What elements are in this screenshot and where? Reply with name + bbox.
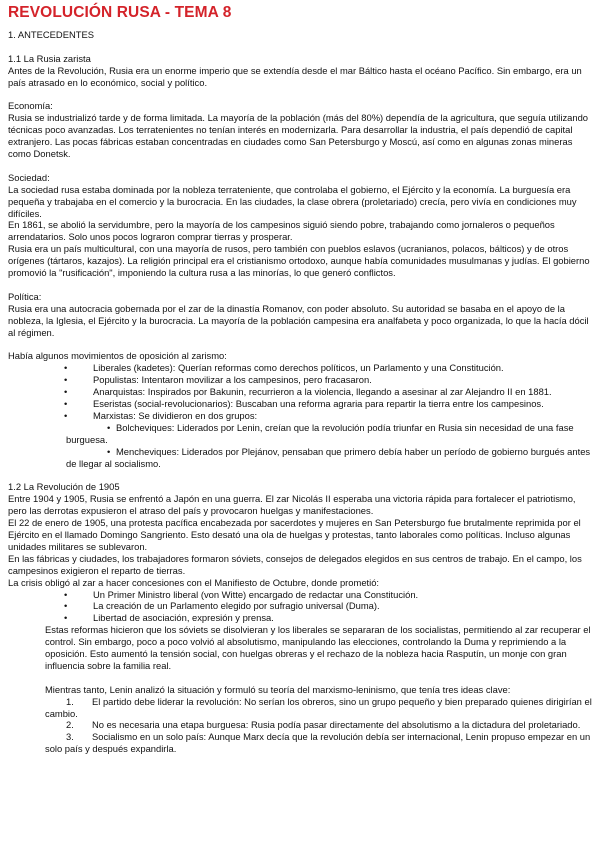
paragraph-1905-5: Estas reformas hicieron que los sóviets se disolvieran y los liberales se separaran de los socialistas, permitiendo al zar recuperar el control. Sin embargo, poco a poco volvió al absolutismo, manipulando las elecciones, controlando la Duma y reprimiendo a la oposición. Esto aumentó la tensión social, con huelgas obreras y el rechazo de la nobleza hacia Rasputín, un monje con gran influencia sobre la familia real. xyxy=(45,624,591,671)
paragraph-intro: Antes de la Revolución, Rusia era un enorme imperio que se extendía desde el mar Báltico hasta el océano Pacífico. Sin embargo, era un país atrasado en lo económico, social y político. xyxy=(8,64,582,88)
list-item: • Un Primer Ministro liberal (von Witte) encargado de redactar una Constitución. xyxy=(8,589,594,601)
lenin-ideas-list xyxy=(8,696,594,756)
list-item: • Populistas: Intentaron movilizar a los campesinos, pero fracasaron. xyxy=(8,374,594,386)
item-number: 1. xyxy=(66,695,74,707)
item-text: El partido debe liderar la revolución: No serían los obreros, sino un grupo pequeño y bien preparado quienes dirigirían el cambio. xyxy=(45,695,592,719)
paragraph-1905-2: El 22 de enero de 1905, una protesta pacífica encabezada por sacerdotes y mujeres en San Petersburgo fue brutalmente reprimida por el Ejército en el llamado Domingo Sangriento. Esto desató una ola de huelgas y protestas, tanto laborales como políticas. Incluso algunas unidades militares se sublevaron. xyxy=(8,517,581,552)
list-item: • Mencheviques: Liderados por Plejánov, pensaban que primero debía haber un período de gobierno burgués antes de llegar al socialismo. xyxy=(8,446,594,470)
paragraph-economia: Rusia se industrializó tarde y de forma limitada. La mayoría de la población (más del 80%) dependía de la agricultura, que seguía utilizando técnicas poco avanzadas. Los terratenientes no tenían interés en modernizarla. Para desarrollar la industria, el país dependió de capital extranjero. Las pocas fábricas estaban concentradas en ciudades como San Petersburgo y Moscú, así como en algunas zonas mineras como Donetsk. xyxy=(8,112,589,160)
item-text: No es necesaria una etapa burguesa: Rusia podía pasar directamente del absolutismo a la dictadura del proletariado. xyxy=(92,719,581,731)
item-text: Socialismo en un solo país: Aunque Marx decía que la revolución debía ser internacional, Lenin propuso empezar en un solo país y después expandirla. xyxy=(45,731,591,755)
list-item xyxy=(8,696,594,720)
list-item: • Bolcheviques: Liderados por Lenin, creían que la revolución podía triunfar en Rusia sin necesidad de una fase burguesa. xyxy=(8,422,594,446)
list-item: • Liberales (kadetes): Querían reformas como derechos políticos, un Parlamento y una Constitución. xyxy=(8,362,594,374)
paragraph-lenin: Mientras tanto, Lenin analizó la situación y formuló su teoría del marxismo-leninismo, que tenía tres ideas clave: xyxy=(45,683,511,695)
section-heading-antecedentes: 1. ANTECEDENTES xyxy=(8,29,94,40)
list-item xyxy=(8,731,594,755)
heading-sociedad: Sociedad: xyxy=(8,171,50,183)
paragraph-1905-3: En las fábricas y ciudades, los trabajadores formaron sóviets, consejos de delegados elegidos en sus centros de trabajo. En el campo, los campesinos exigieron el reparto de tierras. xyxy=(8,552,582,576)
list-item xyxy=(8,719,594,731)
manifesto-list xyxy=(8,589,594,625)
document-page xyxy=(8,3,594,755)
list-item: • Libertad de asociación, expresión y prensa. xyxy=(8,612,594,624)
paragraph-1905-4: La crisis obligó al zar a hacer concesiones con el Manifiesto de Octubre, donde prometió: xyxy=(8,576,380,588)
subsection-heading-rusia-zarista: 1.1 La Rusia zarista xyxy=(8,52,91,64)
heading-politica: Política: xyxy=(8,290,42,302)
list-item: • La creación de un Parlamento elegido por sufragio universal (Duma). xyxy=(8,600,594,612)
paragraph-sociedad-3: Rusia era un país multicultural, con una mayoría de rusos, pero también con pueblos eslavos (ucranianos, polacos, bálticos) y de otros orígenes (tártaros, kazajos). La religión principal era el cristianismo ortodoxo, aunque había comunidades musulmanas y judías. El gobierno promovió la "rusificación", imponiendo la cultura rusa a las minorías, lo que generó conflictos. xyxy=(8,243,590,279)
opposition-list xyxy=(8,362,594,422)
paragraph-sociedad-2: En 1861, se abolió la servidumbre, pero la mayoría de los campesinos siguió siendo pobre, trabajando como jornaleros o pequeños arrendatarios. Solo unos pocos lograron comprar tierras y prosperar. xyxy=(8,219,555,243)
item-number: 3. xyxy=(66,731,74,743)
paragraph-oposicion-intro: Había algunos movimientos de oposición al zarismo: xyxy=(8,350,227,362)
marxist-sublist xyxy=(8,422,594,470)
paragraph-politica: Rusia era una autocracia gobernada por el zar de la dinastía Romanov, con poder absoluto. Su autoridad se basaba en el apoyo de la nobleza, la Iglesia, el Ejército y la burocracia. La mayoría de la población campesina era analfabeta y poco organizada, lo que la hacía dócil al régimen. xyxy=(8,302,589,338)
page-title: REVOLUCIÓN RUSA - TEMA 8 xyxy=(8,4,232,21)
list-item: • Marxistas: Se dividieron en dos grupos: xyxy=(8,410,594,422)
list-item: • Eseristas (social-revolucionarios): Buscaban una reforma agraria para repartir la tierra entre los campesinos. xyxy=(8,398,594,410)
item-number: 2. xyxy=(66,719,74,731)
heading-economia: Economía: xyxy=(8,100,53,112)
paragraph-sociedad-1: La sociedad rusa estaba dominada por la nobleza terrateniente, que controlaba el gobierno, el Ejército y la economía. La burguesía era pequeña y trabajaba en el comercio y la burocracia. En las ciudades, la clase obrera (proletariado) crecía, pero vivía en condiciones muy difíciles. xyxy=(8,183,577,219)
subsection-heading-revolucion-1905: 1.2 La Revolución de 1905 xyxy=(8,481,120,493)
list-item: • Anarquistas: Inspirados por Bakunin, recurrieron a la violencia, llegando a asesinar al zar Alejandro II en 1881. xyxy=(8,386,594,398)
paragraph-1905-1: Entre 1904 y 1905, Rusia se enfrentó a Japón en una guerra. El zar Nicolás II esperaba una victoria rápida para fortalecer el patriotismo, pero las derrotas expusieron el atraso del país y provocaron huelgas y manifestaciones. xyxy=(8,493,576,517)
